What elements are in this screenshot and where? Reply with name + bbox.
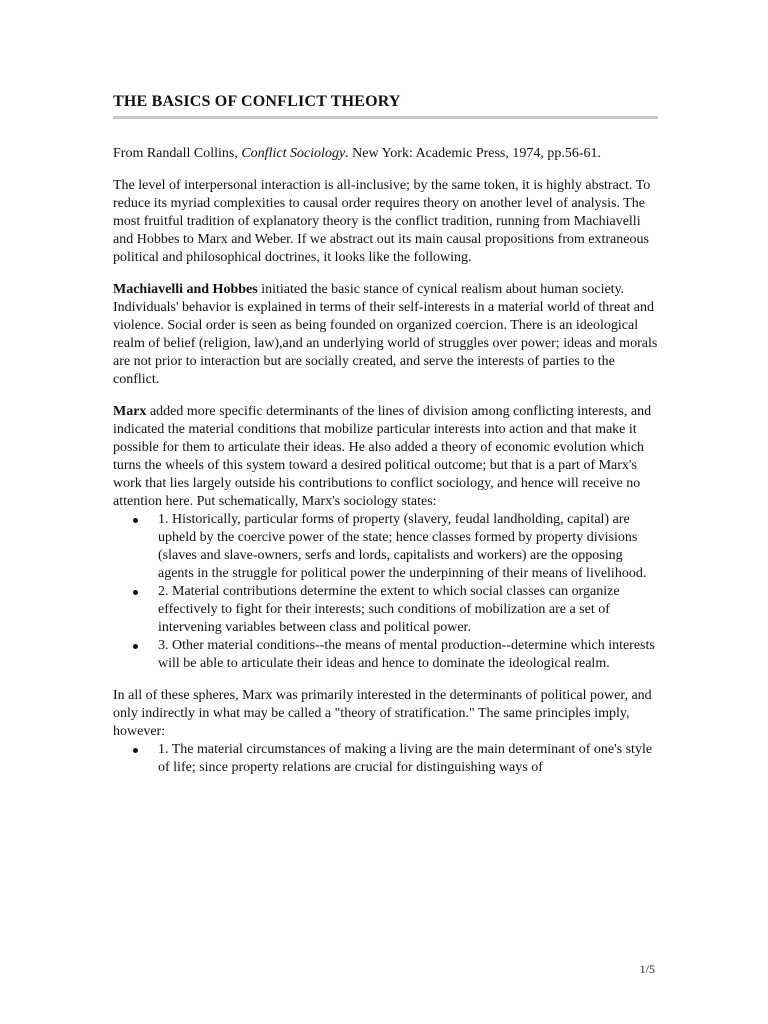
source-suffix: . New York: Academic Press, 1974, pp.56-61. (345, 146, 602, 161)
marx-paragraph (113, 403, 658, 511)
title-divider (113, 116, 658, 119)
list-item-text: 1. Historically, particular forms of property (slavery, feudal landholding, capital) are upheld by the coercive power of the state; hence classes formed by property divisions (slaves and slave-owners, serfs and lords, capitalists and workers) are the opposing agents in the struggle for political power the underpinning of their means of livelihood. (158, 512, 647, 581)
list-item (113, 583, 658, 637)
document-title: THE BASICS OF CONFLICT THEORY (113, 93, 401, 110)
machiavelli-lead: Machiavelli and Hobbes (113, 282, 258, 297)
list-item (113, 511, 658, 583)
machiavelli-paragraph (113, 281, 658, 389)
bullet-icon (133, 518, 138, 523)
bullet-icon (133, 590, 138, 595)
stratification-points-list (113, 741, 658, 777)
marx-points-list (113, 511, 658, 673)
list-item (113, 637, 658, 673)
list-item-text: 1. The material circumstances of making a living are the main determinant of one's style of life; since property relations are crucial for distinguishing ways of (158, 742, 653, 775)
source-prefix: From Randall Collins, (113, 146, 242, 161)
bullet-icon (133, 644, 138, 649)
bullet-icon (133, 748, 138, 753)
list-item (113, 741, 658, 777)
list-item-text: 2. Material contributions determine the extent to which social classes can organize effectively to fight for their interests; such conditions of mobilization are a set of intervening variables between class and political power. (158, 584, 620, 635)
source-citation (113, 145, 658, 163)
source-book-title: Conflict Sociology (241, 146, 346, 161)
list-item-text: 3. Other material conditions--the means of mental production--determine which interests will be able to articulate their ideas and hence to dominate the ideological realm. (158, 638, 655, 671)
intro-paragraph: The level of interpersonal interaction is all-inclusive; by the same token, it is highly abstract. To reduce its myriad complexities to causal order requires theory on another level of analysis. The most fruitful tradition of explanatory theory is the conflict tradition, running from Machiavelli and Hobbes to Marx and Weber. If we abstract out its main causal propositions from extraneous political and philosophical doctrines, it looks like the following. (113, 178, 651, 265)
marx-lead: Marx (113, 404, 147, 419)
machiavelli-text: initiated the basic stance of cynical realism about human society. Individuals' behavior is explained in terms of their self-interests in a material world of threat and violence. Social order is seen as being founded on organized coercion. There is an ideological realm of belief (religion, law),and an underlying world of struggles over power; ideas and morals are not prior to interaction but are socially created, and serve the interests of parties to the conflict. (113, 282, 658, 387)
page-number: 1/5 (639, 962, 655, 976)
document-body (113, 92, 658, 777)
spheres-paragraph: In all of these spheres, Marx was primarily interested in the determinants of political power, and only indirectly in what may be called a "theory of stratification." The same principles imply, however: (113, 688, 652, 739)
marx-text: added more specific determinants of the lines of division among conflicting interests, and indicated the material conditions that mobilize particular interests into action and that make it possible for them to articulate their ideas. He also added a theory of economic evolution which turns the wheels of this system toward a desired political outcome; but that is a part of Marx's work that lies largely outside his contributions to conflict sociology, and hence will receive no attention here. Put schematically, Marx's sociology states: (113, 404, 652, 509)
